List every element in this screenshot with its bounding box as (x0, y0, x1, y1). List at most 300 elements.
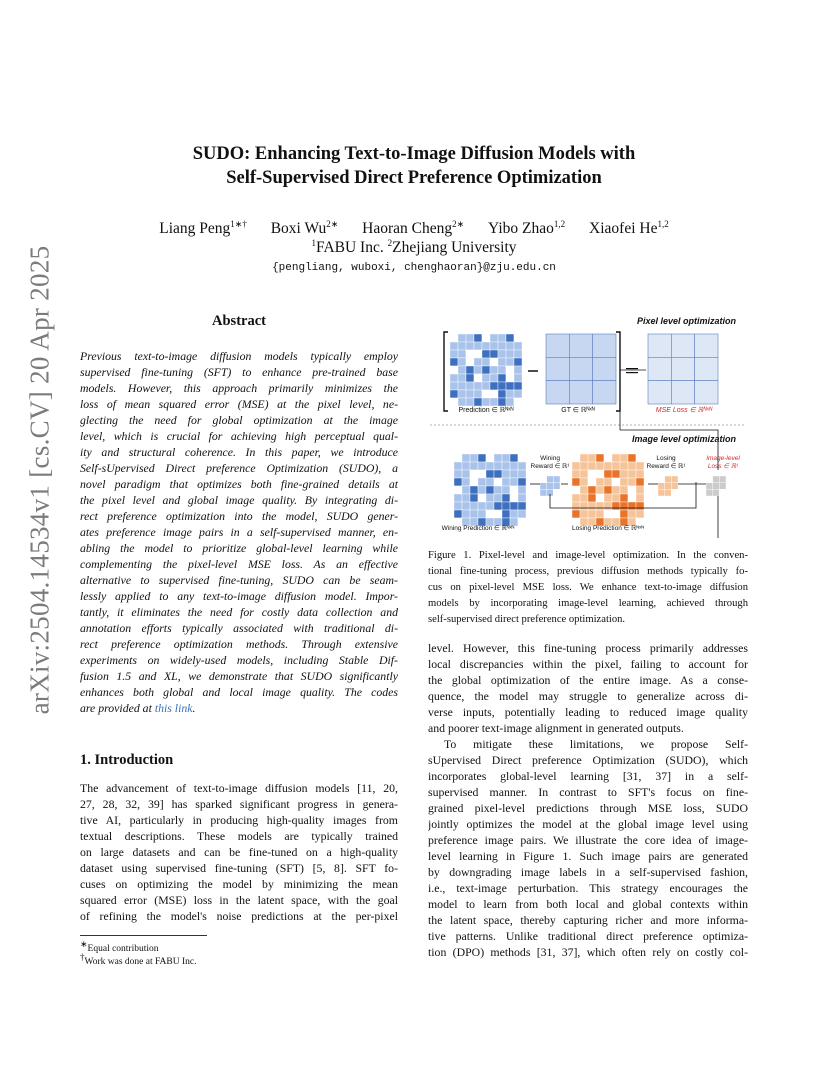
winning-grid-cell (486, 454, 494, 462)
winning-grid-cell (486, 478, 494, 486)
prediction-grid-cell (474, 366, 482, 374)
losing-grid-cell (580, 502, 588, 510)
prediction-grid-cell (474, 342, 482, 350)
prediction-grid-cell (482, 342, 490, 350)
losing-grid-cell (612, 510, 620, 518)
winning-grid-cell (494, 478, 502, 486)
winning-reward-cell (540, 476, 547, 483)
winning-grid-cell (470, 486, 478, 494)
body-line: preference image pairs. We illustrate the core idea of image- (428, 833, 748, 847)
author-list (80, 219, 748, 238)
gt-grid-cell (546, 381, 569, 404)
losing-grid-cell (596, 486, 604, 494)
prediction-grid-cell (514, 366, 522, 374)
winning-grid-cell (502, 454, 510, 462)
body-line: the latent space, thereby capturing richer and more informa- (428, 913, 748, 927)
prediction-grid-cell (490, 358, 498, 366)
prediction-grid-cell (498, 374, 506, 382)
winning-grid-cell (494, 486, 502, 494)
prediction-grid-cell (498, 390, 506, 398)
winning-grid-cell (502, 502, 510, 510)
gt-grid-cell (593, 334, 616, 357)
losing-grid-cell (588, 454, 596, 462)
losing-grid-cell (604, 454, 612, 462)
winning-grid-cell (462, 494, 470, 502)
prediction-grid-cell (506, 374, 514, 382)
abstract-line: rect preference optimization methods. Through extensive (80, 637, 398, 651)
gt-grid-cell (569, 357, 592, 380)
abstract-line: tantly, it eliminates the need for costly data collection and (80, 605, 398, 619)
winning-grid-cell (486, 470, 494, 478)
losing-grid-cell (580, 494, 588, 502)
prediction-grid-cell (506, 358, 514, 366)
abstract-line: novel paradigm that optimizes both fine-grained details at (80, 477, 398, 491)
prediction-grid-cell (474, 350, 482, 358)
prediction-grid-cell (514, 374, 522, 382)
winning-grid-cell (478, 494, 486, 502)
winning-grid-cell (462, 454, 470, 462)
losing-grid-cell (604, 462, 612, 470)
body-line: incorporates global-level learning [31, 37] in a self- (428, 769, 748, 783)
losing-grid-cell (572, 494, 580, 502)
caption-line: cus on pixel-level MSE loss. We enhance text-to-image diffusion (428, 582, 748, 593)
prediction-grid-cell (450, 374, 458, 382)
prediction-grid-cell (482, 358, 490, 366)
abstract-last-line: are provided at this link. (80, 701, 196, 715)
prediction-grid-cell (466, 398, 474, 406)
body-line: the global optimization of the entire image. As a conse- (428, 673, 748, 687)
losing-grid-cell (572, 510, 580, 518)
left-bracket (444, 332, 448, 411)
losing-reward-label: Losing Reward ∈ ℝ¹ (646, 455, 686, 470)
prediction-grid-cell (450, 342, 458, 350)
winning-grid-cell (454, 470, 462, 478)
mse-grid-cell (648, 334, 671, 357)
prediction-grid-cell (450, 390, 458, 398)
winning-grid-cell (454, 502, 462, 510)
body-line: by downgrading image labels in a self-supervised fashion, (428, 865, 748, 879)
abstract-line: enhances both global and local image quality. The codes (80, 685, 398, 699)
losing-grid-cell (620, 502, 628, 510)
losing-grid-cell (596, 502, 604, 510)
intro-line: cuses on optimizing the model by minimizing the mean (80, 877, 398, 891)
prediction-grid-cell (450, 350, 458, 358)
prediction-grid-cell (498, 342, 506, 350)
losing-grid-cell (588, 462, 596, 470)
body-line: model to learn from both local and global contexts within (428, 897, 748, 911)
image-loss-cell (706, 489, 713, 496)
caption-line: self-supervised direct preference optimization. (428, 614, 626, 625)
losing-reward-cell (671, 483, 678, 490)
winning-grid-cell (454, 478, 462, 486)
body-line: i.e., text-image perturbation. This strategy encourages the (428, 881, 748, 895)
body-line: jointly optimizes the model at the global image level using (428, 817, 748, 831)
winning-reward-cell (540, 483, 547, 490)
gt-grid-cell (569, 334, 592, 357)
abstract-line: annotation efforts typically associated with traditional di- (80, 621, 398, 635)
winning-grid-cell (510, 494, 518, 502)
intro-line: of refining the model's noise predictions at the per-pixel (80, 909, 398, 923)
losing-grid-cell (628, 454, 636, 462)
figure-1-caption (428, 548, 748, 628)
winning-grid-cell (486, 486, 494, 494)
losing-grid-cell (580, 486, 588, 494)
caption-line: Figure 1. Pixel-level and image-level optimization. In the conven- (428, 550, 748, 561)
prediction-grid-cell (458, 358, 466, 366)
author: Liang Peng$^{1∗\dagger}$ (159, 219, 247, 238)
losing-grid-cell (620, 486, 628, 494)
losing-grid-cell (620, 454, 628, 462)
prediction-grid-cell (482, 390, 490, 398)
abstract-line: experiments on widely-used models, including Stable Dif- (80, 653, 398, 667)
prediction-grid-cell (474, 398, 482, 406)
winning-grid-cell (494, 454, 502, 462)
winning-grid-cell (486, 502, 494, 510)
winning-grid-cell (470, 478, 478, 486)
abstract-line: abling the model to prioritize global-level learning while (80, 541, 398, 555)
intro-line: dataset using supervised fine-tuning (SFT) [5, 8]. SFT fo- (80, 861, 398, 875)
gt-label: GT ∈ ℝᴺˣᴺ (561, 407, 595, 414)
prediction-grid-cell (450, 358, 458, 366)
prediction-grid-cell (458, 374, 466, 382)
losing-grid-cell (596, 470, 604, 478)
winning-grid-cell (454, 454, 462, 462)
losing-grid-cell (612, 470, 620, 478)
image-loss-cell (713, 483, 720, 490)
losing-grid-cell (572, 470, 580, 478)
prediction-grid-cell (514, 382, 522, 390)
winning-grid-cell (470, 454, 478, 462)
losing-grid-cell (604, 494, 612, 502)
prediction-grid-cell (450, 366, 458, 374)
body-line: tion (DPO) methods [31, 37], which often rely on costly col- (428, 945, 748, 959)
losing-reward-cell (658, 476, 665, 483)
losing-grid-cell (580, 462, 588, 470)
image-loss-cell (706, 476, 713, 483)
prediction-grid-cell (458, 382, 466, 390)
losing-grid-cell (612, 494, 620, 502)
winning-grid-cell (454, 494, 462, 502)
winning-grid-cell (478, 510, 486, 518)
prediction-grid-cell (458, 366, 466, 374)
author-emails: {pengliang, wuboxi, chenghaoran}@zju.edu.cn (272, 262, 556, 274)
abstract-line: supervised fine-tuning (SFT) to enhance pre-trained base (80, 365, 398, 379)
losing-grid-cell (612, 478, 620, 486)
prediction-grid-cell (506, 342, 514, 350)
losing-grid-cell (588, 494, 596, 502)
mse-grid-cell (671, 357, 694, 380)
prediction-grid-cell (490, 390, 498, 398)
prediction-grid-cell (490, 382, 498, 390)
body-line: and poorer text-image alignment in generated outputs. (428, 721, 684, 735)
right-column-body (428, 640, 748, 970)
losing-grid-cell (628, 486, 636, 494)
prediction-grid-cell (466, 366, 474, 374)
prediction-grid-cell (506, 398, 514, 406)
mse-grid-cell (648, 381, 671, 404)
winning-grid-cell (486, 494, 494, 502)
losing-pred-label: Losing Prediction ∈ ℝᴺˣᴺ (571, 525, 645, 532)
image-loss-cell (713, 476, 720, 483)
losing-grid-cell (628, 470, 636, 478)
mse-grid-cell (671, 381, 694, 404)
winning-grid-cell (510, 486, 518, 494)
code-link[interactable]: this link (154, 701, 193, 715)
prediction-grid-cell (482, 398, 490, 406)
gt-grid-cell (546, 357, 569, 380)
winning-grid-cell (470, 502, 478, 510)
image-loss-cell (719, 476, 726, 483)
prediction-grid-cell (474, 374, 482, 382)
intro-heading: 1. Introduction (80, 752, 174, 768)
losing-reward-cell (665, 483, 672, 490)
prediction-grid-cell (506, 382, 514, 390)
abstract-line: Previous text-to-image diffusion models typically employ (80, 349, 398, 363)
losing-grid-cell (628, 502, 636, 510)
winning-reward-cell (540, 489, 547, 496)
winning-grid-cell (494, 510, 502, 518)
abstract-line: ity and structural coherence. In this paper, we introduce (80, 445, 398, 459)
prediction-grid-cell (482, 374, 490, 382)
prediction-grid-cell (506, 390, 514, 398)
paper-title-line-2: Self-Supervised Direct Preference Optimization (226, 168, 602, 188)
body-line: verse inputs, potentially leading to reduced image quality (428, 705, 748, 719)
abstract-line: the pixel level and global image quality. By integrating di- (80, 493, 398, 507)
abstract-line: Self-sUpervised Direct preference Optimization (SUDO), a (80, 461, 398, 475)
winning-grid-cell (518, 510, 526, 518)
winning-grid-cell (462, 478, 470, 486)
winning-grid-cell (478, 454, 486, 462)
gt-grid-cell (593, 357, 616, 380)
winning-pred-label: Wining Prediction ∈ ℝᴺˣᴺ (441, 525, 515, 532)
prediction-grid-cell (474, 358, 482, 366)
losing-grid-cell (580, 454, 588, 462)
image-loss-label: Image-level Loss ∈ ℝ¹ (706, 455, 740, 470)
winning-grid-cell (510, 454, 518, 462)
intro-line: The advancement of text-to-image diffusion models [11, 20, (80, 781, 398, 795)
prediction-grid-cell (514, 390, 522, 398)
winning-grid-cell (454, 486, 462, 494)
abstract-body (80, 348, 398, 728)
losing-grid-cell (612, 502, 620, 510)
winning-grid-cell (502, 486, 510, 494)
losing-grid-cell (628, 494, 636, 502)
winning-reward-cell (547, 483, 554, 490)
prediction-grid-cell (506, 366, 514, 374)
losing-grid-cell (612, 454, 620, 462)
winning-reward-label: Wining Reward ∈ ℝ¹ (530, 455, 570, 470)
arxiv-id: arXiv:2504.14534v1 [cs.CV] 20 Apr 2025 (24, 245, 55, 715)
losing-grid-cell (572, 486, 580, 494)
winning-grid-cell (502, 470, 510, 478)
winning-grid-cell (510, 478, 518, 486)
abstract-line: complementing the pixel-level MSE loss. As an effective (80, 557, 398, 571)
losing-grid-cell (588, 510, 596, 518)
losing-grid-cell (604, 478, 612, 486)
losing-grid-cell (620, 494, 628, 502)
body-line: quence, the model may struggle to generalize across di- (428, 689, 748, 703)
winning-grid-cell (494, 502, 502, 510)
losing-grid-cell (572, 462, 580, 470)
author: Yibo Zhao$^{1,2}$ (488, 219, 566, 238)
losing-grid-cell (620, 478, 628, 486)
winning-grid-cell (454, 462, 462, 470)
prediction-grid-cell (498, 382, 506, 390)
losing-grid-cell (596, 454, 604, 462)
winning-grid-cell (478, 502, 486, 510)
losing-reward-cell (671, 476, 678, 483)
losing-grid-cell (636, 502, 644, 510)
losing-grid-cell (636, 494, 644, 502)
prediction-grid-cell (498, 358, 506, 366)
prediction-grid-cell (506, 350, 514, 358)
winning-grid-cell (518, 502, 526, 510)
winning-grid-cell (462, 510, 470, 518)
abstract-line: glecting the need for global optimization at the image (80, 413, 398, 427)
losing-reward-cell (671, 489, 678, 496)
body-line: local discrepancies within the pixel, failing to account for (428, 657, 748, 671)
winning-grid-cell (510, 462, 518, 470)
prediction-grid-cell (490, 366, 498, 374)
winning-grid-cell (518, 462, 526, 470)
winning-grid-cell (462, 502, 470, 510)
prediction-grid-cell (490, 342, 498, 350)
image-loss-cell (719, 489, 726, 496)
prediction-grid-cell (514, 358, 522, 366)
body-line: To mitigate these limitations, we propose Self- (444, 737, 748, 751)
equals-bottom (626, 372, 638, 373)
mse-grid-cell (695, 357, 718, 380)
abstract-line: models. However, this approach primarily minimizes the (80, 381, 398, 395)
body-line: tive patterns. Unlike traditional direct preference optimiza- (428, 929, 748, 943)
equals-top (626, 368, 638, 369)
winning-grid-cell (478, 470, 486, 478)
losing-grid-cell (604, 502, 612, 510)
winning-grid-cell (462, 470, 470, 478)
losing-grid-cell (580, 478, 588, 486)
winning-grid-cell (518, 470, 526, 478)
author: Xiaofei He$^{1,2}$ (589, 219, 669, 238)
winning-grid-cell (502, 510, 510, 518)
prediction-grid-cell (466, 342, 474, 350)
losing-grid-cell (604, 510, 612, 518)
prediction-grid-cell (482, 366, 490, 374)
gt-grid-cell (546, 334, 569, 357)
prediction-grid-cell (450, 334, 458, 342)
prediction-grid-cell (466, 350, 474, 358)
winning-grid-cell (470, 470, 478, 478)
prediction-grid-cell (458, 390, 466, 398)
winning-reward-cell (553, 476, 560, 483)
intro-line: textual descriptions. These models are typically trained (80, 829, 398, 843)
figure-1-diagram (426, 312, 748, 540)
losing-reward-cell (658, 483, 665, 490)
prediction-grid-cell (458, 334, 466, 342)
losing-grid-cell (620, 510, 628, 518)
winning-grid-cell (518, 486, 526, 494)
abstract-line: alternative to supervised fine-tuning, SUDO can be seam- (80, 573, 398, 587)
body-line: supervised manner. In contrast to SFT's focus on fine- (428, 785, 748, 799)
prediction-grid-cell (458, 350, 466, 358)
image-loss-cell (713, 489, 720, 496)
abstract-line: ates preference image pairs in a self-supervised manner, en- (80, 525, 398, 539)
prediction-grid-cell (514, 398, 522, 406)
losing-grid-cell (620, 462, 628, 470)
intro-line: squared error (MSE) loss in the latent space, with the goal (80, 893, 398, 907)
winning-grid-cell (478, 486, 486, 494)
losing-grid-cell (596, 478, 604, 486)
losing-grid-cell (588, 478, 596, 486)
prediction-grid-cell (482, 382, 490, 390)
losing-grid-cell (612, 462, 620, 470)
losing-grid-cell (580, 470, 588, 478)
winning-reward-cell (553, 489, 560, 496)
right-bracket (616, 332, 620, 411)
losing-reward-cell (665, 476, 672, 483)
losing-grid-cell (636, 510, 644, 518)
winning-grid-cell (510, 510, 518, 518)
mse-grid-cell (648, 357, 671, 380)
prediction-grid-cell (466, 334, 474, 342)
losing-grid-cell (572, 502, 580, 510)
author: Boxi $Wu^{2∗}$ (270, 219, 339, 238)
winning-grid-cell (518, 518, 526, 526)
winning-grid-cell (502, 462, 510, 470)
abstract-line: loss of mean squared error (MSE) at the pixel level, ne- (80, 397, 398, 411)
winning-grid-cell (454, 510, 462, 518)
losing-grid-cell (596, 510, 604, 518)
prediction-grid-cell (474, 382, 482, 390)
image-loss-cell (706, 483, 713, 490)
winning-grid-cell (502, 494, 510, 502)
body-line: level. However, this fine-tuning process primarily addresses (428, 641, 748, 655)
losing-grid-cell (572, 454, 580, 462)
prediction-grid-cell (498, 350, 506, 358)
prediction-grid-cell (498, 334, 506, 342)
caption-line: models by incorporating image-level learning, achieved through (428, 598, 748, 609)
body-line: sUpervised Direct preference Optimization (SUDO), which (428, 753, 748, 767)
winning-reward-cell (553, 483, 560, 490)
winning-grid-cell (494, 470, 502, 478)
losing-grid-cell (604, 470, 612, 478)
prediction-grid-cell (474, 390, 482, 398)
prediction-grid-cell (482, 334, 490, 342)
prediction-grid-cell (490, 398, 498, 406)
losing-grid-cell (628, 510, 636, 518)
prediction-grid-cell (482, 350, 490, 358)
winning-grid-cell (462, 462, 470, 470)
abstract-line: level, which is crucial for achieving high perceptual qual- (80, 429, 398, 443)
prediction-grid-cell (458, 398, 466, 406)
losing-grid-cell (596, 462, 604, 470)
prediction-grid-cell (466, 390, 474, 398)
gt-grid-cell (569, 381, 592, 404)
paper-title-line-1: SUDO: Enhancing Text-to-Image Diffusion Models with (192, 144, 636, 164)
winning-reward-cell (547, 476, 554, 483)
winning-grid-cell (486, 510, 494, 518)
intro-line: on large datasets and can be fine-tuned on a high-quality (80, 845, 398, 859)
intro-line: tive AI, particularly in producing high-quality images from (80, 813, 398, 827)
intro-body (80, 780, 398, 930)
mse-label: MSE Loss ∈ ℝᴺˣᴺ (655, 407, 713, 414)
mse-grid-cell (695, 334, 718, 357)
prediction-grid-cell (514, 342, 522, 350)
winning-grid-cell (478, 478, 486, 486)
losing-grid-cell (636, 462, 644, 470)
losing-reward-cell (658, 489, 665, 496)
losing-grid-cell (588, 470, 596, 478)
body-line: level learning in Figure 1. Such image pairs are generated (428, 849, 748, 863)
